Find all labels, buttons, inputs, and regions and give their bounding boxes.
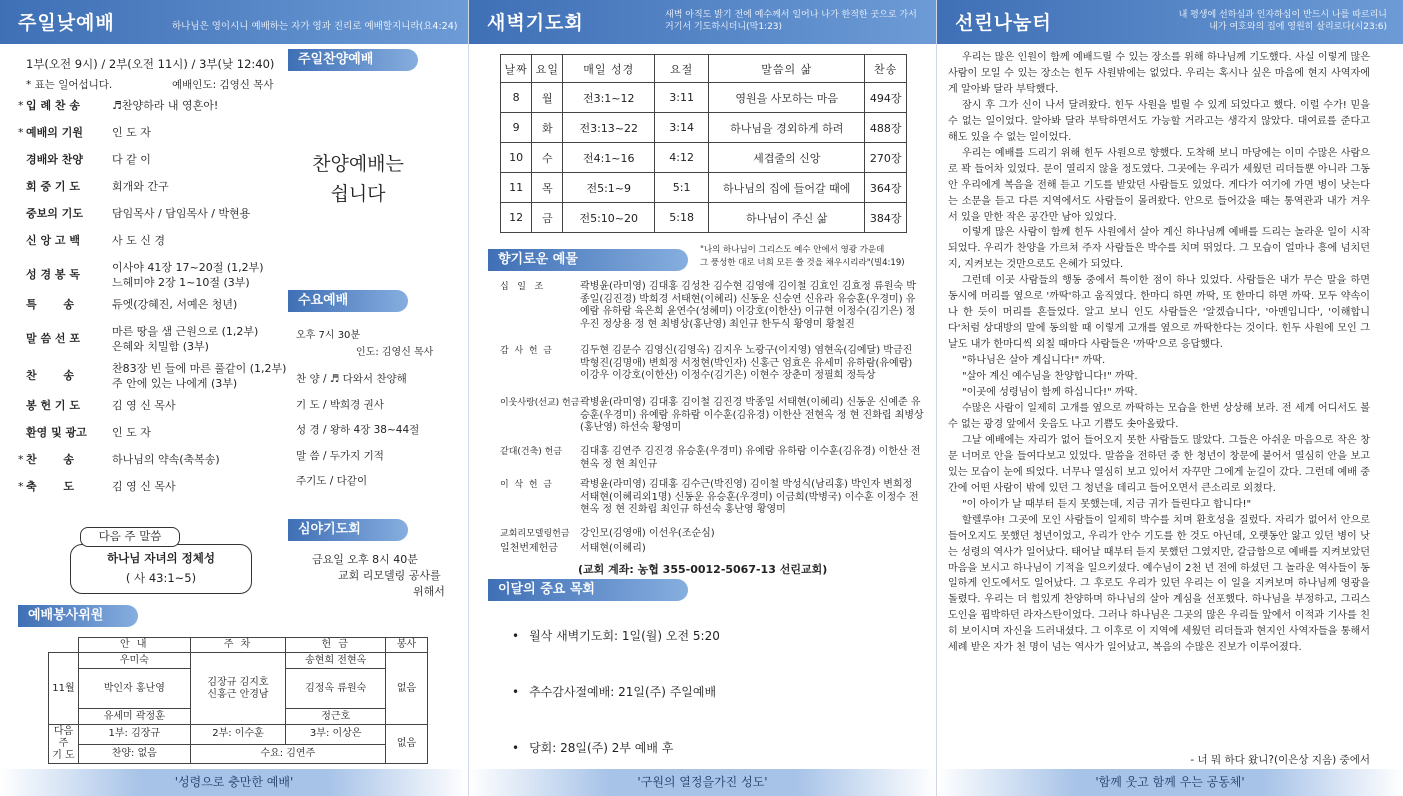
wednesday-order-item [296,474,367,488]
service-offering-1: 송현희 전현옥 [286,653,386,669]
dawn-table-cell: 목 [532,173,563,203]
dawn-table-cell: 4:12 [655,143,709,173]
service-header-guide: 안 내 [78,638,190,653]
event-text: 당회: 28일(주) 2부 예배 후 [529,741,674,755]
worship-order-value: 김 영 신 목사 [112,480,176,493]
list-item [512,683,716,700]
worship-order-label: 회 중 기 도 [26,180,80,193]
night-prayer-line1: 금요일 오후 8시 40분 [312,553,418,566]
essay-paragraph: "이 아이가 날 때부터 듣지 못했는데, 지금 귀가 들린다고 합니다!" [962,498,1252,510]
dawn-table-cell: 하나님을 경외하게 하려 [709,113,865,143]
essay-source: - 너 뭐 하다 왔니?(이은상 지음) 중에서 [1190,754,1370,766]
essay-paragraph: "살아 계신 예수님을 찬양합니다!" 까딱. [962,371,1138,383]
offering-category: 같대(건축) 헌금 [500,447,563,457]
wednesday-order-value: 왕하 4장 38~44절 [329,424,420,436]
service-committee-table [48,637,428,764]
dawn-table-cell: 3:11 [655,83,709,113]
dawn-table-cell: 10 [501,143,532,173]
next-word-label: 다음 주 말씀 [80,527,180,547]
offering-names: 곽병윤(라미영) 김대홍 김수근(박진영) 김이철 박성식(남리홍) 박인자 변희정 서태현(이혜리외1명) 신동운 유승훈(우경미) 이금희(박병국) 이수훈 이정수 전현옥 정 현 진화립 최인규 하선숙 홍난영 황영미 [580,479,919,516]
dawn-table-header-cell: 말씀의 삶 [709,55,865,83]
dawn-table-cell: 12 [501,203,532,233]
dawn-table-header-cell: 찬송 [865,55,907,83]
service-guide-1: 우미숙 [78,653,190,669]
sunday-worship-column [0,0,468,796]
worship-order-label: 말 씀 선 포 [26,332,80,345]
service-next-label: 다음주 기 도 [49,725,79,764]
worship-order-value: 하나님의 약속(축복송) [112,453,220,466]
offering-verse-line2: 그 풍성한 대로 너희 모든 쓸 것을 채우시리라"(빌4:19) [700,258,905,268]
worship-order-value-2: 주 안에 있는 나에게 (3부) [112,377,238,390]
essay-paragraph: 이렇게 많은 사람이 함께 힌두 사원에서 살아 계신 하나님께 예배를 드리는 놀라운 일이 시작되었다. 우리가 찬양을 가르쳐 주자 사람들은 박수를 치며 뛰었다. 그 모습이 얼마나 흥에 넘치던지, 지켜보는 것만으로도 은혜가 되었다. [948,227,1370,271]
wednesday-order-value: 다같이 [336,475,368,487]
wednesday-order-item [296,449,384,463]
service-next-1bu: 1부: 김장규 [78,725,190,745]
dawn-table-header-cell: 날짜 [501,55,532,83]
wednesday-time: 오후 7시 30분 [296,330,361,341]
wednesday-order-item [296,398,384,412]
bullet-icon: • [512,629,520,643]
offering-verse-line1: "나의 하나님이 그리스도 예수 안에서 영광 가운데 [700,245,885,255]
service-next-3bu: 3부: 이상은 [286,725,386,745]
worship-order-value: 김 영 신 목사 [112,399,176,412]
praise-worship-title: 주일찬양예배 [288,49,418,71]
dawn-prayer-table [500,54,907,233]
dawn-table-cell: 전5:10~20 [563,203,655,233]
monthly-events-title: 이달의 중요 목회 [488,579,688,601]
column3-footer: '함께 웃고 함께 우는 공동체' [937,769,1403,796]
service-times: 1부(오전 9시) / 2부(오전 11시) / 3부(낮 12:40) [26,57,275,71]
essay-paragraph: 그런데 이곳 사람들의 행동 중에서 특이한 점이 하나 있었다. 사람들은 내가 무슨 말을 하면 동시에 머리를 옆으로 '까딱'하고 움직였다. 한마디 하면 까딱, 또 한마디 하면 까딱. 모두 약속이나 한 듯이 머리를 흔들었다. 알고 보니 인도 사람들은 '알겠습니다', '아멘입니다', '이해합니다'처럼 상대방의 말에 동의할 때 이렇게 고개를 옆으로 까딱한다는 것이다. 힌두 사원에 모인 그날도 내가 한마디씩 외칠 때마다 사람들은 '까딱'으로 응답했다. [948,275,1370,351]
column1-footer: '성령으로 충만한 예배' [0,769,468,796]
list-item [512,739,673,756]
dawn-table-header-cell: 매일 성경 [563,55,655,83]
bullet-icon: • [512,741,520,755]
worship-order-label: 성 경 봉 독 [26,268,80,281]
dawn-table-header [501,55,907,83]
essay-paragraph: "하나님은 살아 계십니다!" 까딱. [962,355,1106,367]
service-next-wed: 수요: 김연주 [190,744,385,764]
dawn-table-cell: 전4:1~16 [563,143,655,173]
separator: / [319,424,330,436]
service-next-serve: 없음 [386,725,428,764]
service-offering-3: 정근호 [286,709,386,725]
dawn-table-cell: 8 [501,83,532,113]
dawn-table-cell: 9 [501,113,532,143]
offering-category: 감 사 헌 금 [500,346,552,356]
dawn-table-cell: 488장 [865,113,907,143]
service-guide-2: 박인자 홍난영 [78,669,190,709]
offering-title: 향기로운 예물 [488,249,688,271]
stand-marker: * [18,480,24,493]
dawn-prayer-title: 새벽기도회 [487,12,584,34]
separator: / [319,398,330,411]
worship-order-value: 듀엣(강혜진, 서예은 청년) [112,298,238,311]
wednesday-leader: 인도: 김영신 목사 [356,347,434,358]
worship-order-label: 중보의 기도 [26,207,83,220]
offering-category: 일천번제헌금 [500,543,558,554]
worship-order-value: 이사야 41장 17~20절 (1,2부) [112,261,264,274]
dawn-table-cell: 전3:1~12 [563,83,655,113]
worship-order-value: ♬찬양하라 내 영혼아! [112,99,219,112]
service-next-praise: 찬양: 없음 [78,744,190,764]
night-prayer-line3: 위해서 [413,585,445,598]
offering-names: 강인모(김영애) 이선우(조순심) [580,528,715,539]
wednesday-order-label: 말 씀 [296,449,320,462]
sharing-essay [948,50,1370,656]
worship-order-value: 다 같 이 [112,153,151,166]
dawn-table-cell: 영원을 사모하는 마음 [709,83,865,113]
sharing-verse-line1: 내 평생에 선하심과 인자하심이 반드시 나를 따르리니 [1178,10,1387,20]
dawn-table-cell: 364장 [865,173,907,203]
service-month: 11월 [49,653,79,725]
service-serve: 없음 [386,653,428,725]
dawn-table-cell: 세겹줄의 신앙 [709,143,865,173]
worship-order-value-2: 느헤미야 2장 1~10절 (3부) [112,276,250,289]
worship-order-label: 찬 송 [26,453,75,466]
dawn-table-cell: 270장 [865,143,907,173]
wednesday-order-label: 주기도 [296,475,327,487]
essay-paragraph: 잠시 후 그가 신이 나서 달려왔다. 힌두 사원을 빌릴 수 있게 되었다고 했다. 이럴 수가! 믿을 수 없는 일이었다. 알아봐 달라 부탁하면서도 가능할 거라고는 생각지 않았다. 대여료를 준다고 해도 있을 수 없는 일이었다. [948,99,1370,143]
worship-order-value: 사 도 신 경 [112,234,165,247]
wednesday-order-item [296,423,419,437]
wednesday-worship-title: 수요예배 [288,290,408,312]
worship-leader: 예배인도: 김영신 목사 [172,79,274,91]
offering-category: 십 일 조 [500,282,544,292]
table-row [501,203,907,233]
dawn-table-cell: 하나님의 집에 들어갈 때에 [709,173,865,203]
worship-order-label: 찬 송 [26,369,75,382]
worship-order-value: 담임목사 / 담임목사 / 박현용 [112,207,251,220]
service-parking: 김장규 김지호 신홍근 안경남 [190,653,286,725]
worship-order-value: 찬83장 빈 들에 마른 풀같이 (1,2부) [112,362,287,375]
dawn-table-cell: 384장 [865,203,907,233]
offering-category: 교회리모델링헌금 [500,529,570,539]
offering-names: 김두현 김문수 김영신(김영옥) 김지우 노광구(이지영) 염현옥(김예달) 박금진 박형진(김명애) 변희정 서정현(박인자) 신홍근 엄효은 유세미 유하람(유예람) 이강우 이강호(이한산) 이정수(김기은) 이현수 장춘미 정필희 정득상 [580,345,913,382]
next-word-ref: ( 사 43:1~5) [125,571,197,585]
service-next-2bu: 2부: 이수훈 [190,725,286,745]
worship-order-label: 봉 헌 기 도 [26,399,80,412]
dawn-table-header-cell: 요절 [655,55,709,83]
sharing-header [937,0,1403,44]
dawn-prayer-header [469,0,936,44]
worship-order-value: 인 도 자 [112,426,151,439]
worship-order-label: 환영 및 광고 [26,426,87,439]
worship-order-label: 신 앙 고 백 [26,234,80,247]
dawn-verse-line1: 새벽 아직도 밝기 전에 예수께서 일어나 나가 한적한 곳으로 가서 [665,10,917,20]
night-prayer-title: 심야기도회 [288,519,408,541]
praise-notice-line2: 쉽니다 [330,183,386,205]
worship-order-label: 경배와 찬양 [26,153,83,166]
wednesday-order-value: ♬ 다와서 찬양해 [329,373,407,385]
stand-marker: * [18,99,24,112]
essay-paragraph: 수많은 사람이 일제히 고개를 옆으로 까딱하는 모습을 한번 상상해 보라. 전 세계 어디서도 볼 수 없는 광경 앞에서 웃음도 나고 기쁨도 솟아올랐다. [948,402,1370,430]
dawn-table-cell: 전5:1~9 [563,173,655,203]
dawn-table-cell: 전3:13~22 [563,113,655,143]
service-header-offering: 헌 금 [286,638,386,653]
stand-marker: * [18,126,24,139]
service-guide-3: 유세미 곽정훈 [78,709,190,725]
essay-paragraph: "이곳에 성령님이 함께 하십니다!" 까딱. [962,387,1138,399]
stand-note: * 표는 일어섭니다. [26,79,113,91]
essay-paragraph: 할렐루야! 그곳에 모인 사람들이 일제히 박수를 치며 환호성을 질렀다. 자리가 없어서 안으로 들어오지도 못했던 청년이었고, 우리가 안수 기도를 한 것도 아닌데, 오랫동안 앓고 있던 병이 낫는 성령의 역사가 일어났다. 태어날 때부터 듣지 못했던 그였지만, 갈급함으로 예배를 지켜보았던 마음을 보시고 하나님이 기적을 일으키셨다. 예수님이 2천 년 전에 하셨던 그 놀라운 역사들이 동일하게 인도에서도 일어났다. 그 후로도 우리가 있던 우리는 이 일을 지켜보며 하나님께 영광을 돌렸다. 우리는 더 힘있게 찬양하며 하나님의 살아 계심을 선포했다. 하나님을 부정하고, 그리스도인을 핍박하던 라자스탄이었다. 그러나 하나님은 그곳의 많은 우리들 앞에서 이적과 기사를 친히 보이시며 자신을 드러내셨다. 그 이후로 이 지역에 세웠던 리더들과 현지인 사역자들을 통해서 세례 받은 자가 천 명이 넘는 역사가 일어났고, 복음의 수많은 진보가 이루어졌다. [948,514,1370,654]
offering-names: 곽병윤(라미영) 김대홍 김성찬 김수현 김영애 김이철 김효인 김효정 류원숙 박종일(김진경) 박희경 서태현(이혜리) 신동운 신승연 신유라 유승훈(우경미) 유예람 유하람 육은희 윤연수(성혜미) 이강호(이한산) 이규현 이정수(김기은) 정우진 정상용 정 현 최병상(홍난영) 최인규 한두식 황영미 황철진 [580,281,916,330]
dawn-table-cell: 5:1 [655,173,709,203]
table-row [501,173,907,203]
sunday-worship-title: 주일낮예배 [18,12,115,34]
dawn-table-cell: 하나님이 주신 삶 [709,203,865,233]
offering-names: 김대홍 김연주 김진경 유승훈(우경미) 유예람 유하람 이수훈(김유경) 이한산 전현옥 정 현 최인규 [580,446,921,470]
event-text: 추수감사절예배: 21일(주) 주일예배 [529,685,717,699]
dawn-verse-line2: 거기서 기도하시더니(막1:23) [665,22,783,32]
dawn-table-cell: 금 [532,203,563,233]
wednesday-order-value: 두가지 기적 [329,449,384,462]
wednesday-order-label: 성 경 [296,424,320,436]
event-text: 월삭 새벽기도회: 1일(월) 오전 5:20 [529,629,720,643]
worship-order-label: 축 도 [26,480,75,493]
column2-footer: '구원의 열정을가진 성도' [469,769,936,796]
worship-order-label: 입 례 찬 송 [26,99,80,112]
next-word-title: 하나님 자녀의 정체성 [107,551,215,565]
bullet-icon: • [512,685,520,699]
dawn-table-cell: 11 [501,173,532,203]
sharing-verse-line2: 내가 여호와의 집에 영원히 살리로다(시23:6) [1209,22,1387,32]
dawn-table-cell: 월 [532,83,563,113]
separator: / [326,475,337,487]
sunday-worship-verse: 하나님은 영이시니 예배하는 자가 영과 진리로 예배할지니라(요4:24) [172,21,458,32]
wednesday-order-value: 박희경 권사 [329,398,384,411]
praise-notice-line1: 찬양예배는 [312,153,404,175]
sunday-worship-header [0,0,468,44]
service-offering-2: 김정옥 류원숙 [286,669,386,709]
worship-order-value: 인 도 자 [112,126,151,139]
worship-order-label: 특 송 [26,298,75,311]
worship-order-value-2: 은혜와 치밀함 (3부) [112,340,209,353]
worship-order-label: 예배의 기원 [26,126,83,139]
worship-order-value: 회개와 간구 [112,180,169,193]
table-row [501,143,907,173]
list-item [512,627,720,644]
table-row [501,113,907,143]
offering-category: 이웃사랑(선교) 헌금 [500,398,580,408]
essay-paragraph: 우리는 예배를 드리기 위해 힌두 사원으로 향했다. 도착해 보니 마당에는 이미 수많은 사람으로 꽉 들어차 있었다. 문이 열리지 않을 정도였다. 그곳에는 우리가 세웠던 리더들뿐 아니라 그동안 우리에게 복음을 전해 듣고 기도를 받았던 사람들도 있었다. 게다가 여기에 가면 병이 낫는다는 소문을 듣고 다른 지역에서도 사람들이 몰려왔다. 안으로 들어갔을 때는 통역관과 내가 겨우 서 있을 만한 작은 공간만 남아 있었다. [948,147,1370,223]
dawn-table-cell: 화 [532,113,563,143]
service-header-serve: 봉사 [386,638,428,653]
dawn-table-cell: 494장 [865,83,907,113]
essay-paragraph: 우리는 많은 인원이 함께 예배드릴 수 있는 장소를 위해 하나님께 기도했다. 사실 이렇게 많은 사람이 모일 수 있는 장소는 힌두 사원밖에는 없었다. 우리는 혹시나 싶은 마음에 현지 사역자에게 알아봐 달라 부탁했다. [948,52,1370,95]
separator: / [319,373,330,385]
sharing-title: 선린나눔터 [955,12,1052,34]
offering-names: 서태현(이혜리) [580,543,646,554]
stand-marker: * [18,453,24,466]
table-row [501,83,907,113]
separator: / [319,449,330,462]
offering-category: 이 삭 헌 금 [500,480,552,490]
dawn-table-cell: 5:18 [655,203,709,233]
service-header-parking: 주 차 [190,638,286,653]
dawn-table-cell: 수 [532,143,563,173]
dawn-table-cell: 3:14 [655,113,709,143]
night-prayer-line2: 교회 리모델링 공사를 [338,569,441,582]
dawn-table-header-cell: 요일 [532,55,563,83]
wednesday-order-label: 찬 양 [296,373,320,385]
church-account: (교회 계좌: 농협 355-0012-5067-13 선린교회) [578,563,828,576]
wednesday-order-item [296,372,407,386]
worship-order-value: 마른 땅을 샘 근원으로 (1,2부) [112,325,259,338]
essay-paragraph: 그날 예배에는 자리가 없어 들어오지 못한 사람들도 많았다. 그들은 아쉬운 마음으로 작은 창문 너머로 안을 들여다보고 있었다. 말씀을 전하던 중 한 청년이 창문에 붙어서 열심히 안을 보고 있는 모습이 눈에 띄었다. 너무나 열심히 보고 있어서 자꾸만 그에게 눈길이 갔다. 그런데 예배 중간에 어떤 사람이 밖에 있던 그 청년을 데리고 들어오면서 큰소리로 외쳤다. [948,434,1370,494]
wednesday-order-label: 기 도 [296,398,320,411]
service-committee-title: 예배봉사위원 [18,605,138,627]
offering-names: 곽병윤(라미영) 김대홍 김이철 김진경 박종일 서태현(이혜리) 신동운 신예준 유승훈(우경미) 유예람 유하람 이수훈(김유경) 이한산 전현옥 정 현 진화립 최병상(홍난영) 하선숙 황영미 [580,397,924,434]
